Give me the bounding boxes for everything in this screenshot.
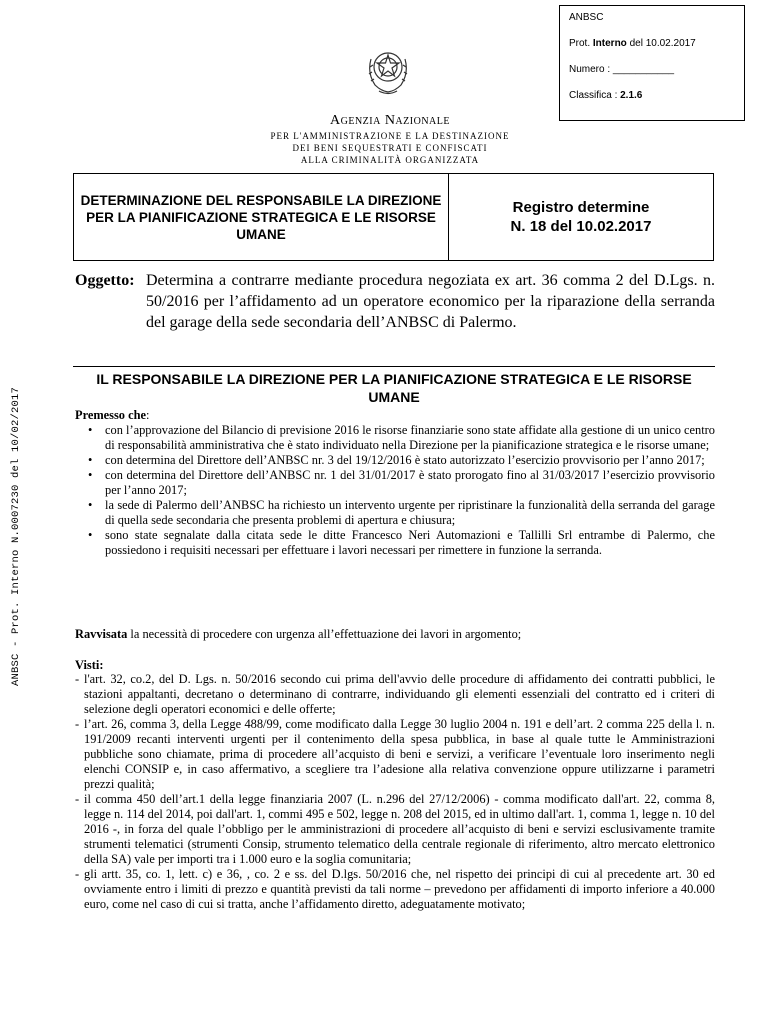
premises-section xyxy=(75,408,715,558)
section-title: IL RESPONSABILE LA DIREZIONE PER LA PIANIFICAZIONE STRATEGICA E LE RISORSE UMANE xyxy=(96,371,692,405)
protocol-office: ANBSC xyxy=(569,12,604,23)
register-info xyxy=(449,174,713,260)
divider xyxy=(73,366,715,367)
side-protocol-stamp: ANBSC - Prot. Interno N.0007230 del 10/02/2017 xyxy=(10,386,22,686)
visti-section xyxy=(75,672,715,912)
visti-heading: Visti: xyxy=(75,658,104,672)
subject-text: Determina a contrarre mediante procedura negoziata ex art. 36 comma 2 del D.Lgs. n. 50/2016 per l’affidamento ad un operatore economico per la riparazione della serranda del garage della sede secondaria dell’ANBSC di Palermo. xyxy=(146,272,715,331)
protocol-number: Numero : ___________ xyxy=(569,64,675,75)
register-label: Registro determine xyxy=(512,199,650,216)
determination-title: DETERMINAZIONE DEL RESPONSABILE LA DIREZIONE PER LA PIANIFICAZIONE STRATEGICA E LE RISORSE UMANE xyxy=(74,174,449,260)
visti-list xyxy=(75,672,715,912)
list-item: - l'art. 32, co.2, del D. Lgs. n. 50/2016 secondo cui prima dell'avvio delle procedure di affidamento dei contratti pubblici, le stazioni appaltanti, decretano o determinano di contrarre, individuando gli elementi essenziali del contratto ed i criteri di selezione degli operatori economici e delle offerte; xyxy=(84,672,715,717)
premises-heading: Premesso che: xyxy=(75,408,150,422)
list-item: - gli artt. 35, co. 1, lett. c) e 36, , co. 2 e ss. del D.lgs. 50/2016 che, nel rispetto dei principi di cui al precedente art. 30 ed ovviamente entro i limiti di prezzo e quantità previsti da tali norme – prevedono per affidamenti di importo inferiore a 40.000 euro, come nel caso di cui si tratta, anche l’affidamento diretto, adeguatamente motivato; xyxy=(84,867,715,912)
subject-block xyxy=(75,270,715,333)
agency-subtitle-line: PER L'AMMINISTRAZIONE E LA DESTINAZIONE xyxy=(270,131,510,141)
premises-list xyxy=(75,423,715,558)
list-item: - il comma 450 dell’art.1 della legge finanziaria 2007 (L. n.296 del 27/12/2006) - comma modificato dall'art. 22, comma 8, legge n. 114 del 2014, poi dall'art. 1, commi 495 e 502, legge n. 208 del 2015, ed in ultimo dall'art. 1, comma 1, legge n. 10 del 2016 -, in forza del quale l’obbligo per le amministrazioni di procedere all’acquisto di beni e servizi esclusivamente tramite strumenti telematici (strumenti Consip, strumento telematico della centrale regionale di riferimento, altro mercato elettronico della SA) vale per importi tra i 1.000 euro e la soglia comunitaria; xyxy=(84,792,715,867)
list-item: • la sede di Palermo dell’ANBSC ha richiesto un intervento urgente per ripristinare la funzionalità della serranda del garage di quella sede secondaria che presenta problemi di apertura e chiusura; xyxy=(105,498,715,528)
agency-subtitle-line: ALLA CRIMINALITÀ ORGANIZZATA xyxy=(300,155,480,165)
list-item: - l’art. 26, comma 3, della Legge 488/99, come modificato dalla Legge 30 luglio 2004 n. 191 e dell’art. 2 comma 225 della l. n. 191/2009 recanti interventi urgenti per il contenimento della spesa pubblica, in base al quale tutte le Amministrazioni pubbliche sono chiamate, prima di procedere all’acquisto di beni e servizi, a verificare l’eventuale loro inserimento negli elenchi CONSIP e, in caso affermativo, a scegliere tra l’adesione alla relativa convenzione oppure utilizzarne i parametri prezzi qualità; xyxy=(84,717,715,792)
protocol-box xyxy=(559,5,745,121)
list-item: • con l’approvazione del Bilancio di previsione 2016 le risorse finanziarie sono state affidate alla gestione di un unico centro di responsabilità amministrativa che è stato individuato nella Direzione per la pianificazione strategica e le risorse umane; xyxy=(105,423,715,453)
list-item: • con determina del Direttore dell’ANBSC nr. 3 del 19/12/2016 è stato autorizzato l’esercizio provvisorio per l’anno 2017; xyxy=(105,453,715,468)
agency-subtitle-line: DEI BENI SEQUESTRATI E CONFISCATI xyxy=(292,143,488,153)
italian-republic-emblem-icon xyxy=(365,45,411,97)
protocol-classification: Classifica : 2.1.6 xyxy=(569,90,643,101)
register-number: N. 18 del 10.02.2017 xyxy=(510,218,652,235)
protocol-date: Prot. Interno del 10.02.2017 xyxy=(569,38,696,49)
list-item: • sono state segnalate dalla citata sede le ditte Francesco Neri Automazioni e Tallilli Srl entrambe di Palermo, che possiedono i requisiti necessari per effettuare i lavori necessari per rimettere in funzione la serranda. xyxy=(105,528,715,558)
header-table xyxy=(73,173,714,261)
agency-title: Agenzia Nazionale xyxy=(330,113,450,128)
subject-label: Oggetto: xyxy=(75,272,135,289)
list-item: • con determina del Direttore dell’ANBSC nr. 1 del 31/01/2017 è stato prorogato fino al 31/03/2017 l’esercizio provvisorio per l’anno 2017; xyxy=(105,468,715,498)
ravvisata-paragraph: Ravvisata la necessità di procedere con urgenza all’effettuazione dei lavori in argomento; xyxy=(75,627,522,641)
